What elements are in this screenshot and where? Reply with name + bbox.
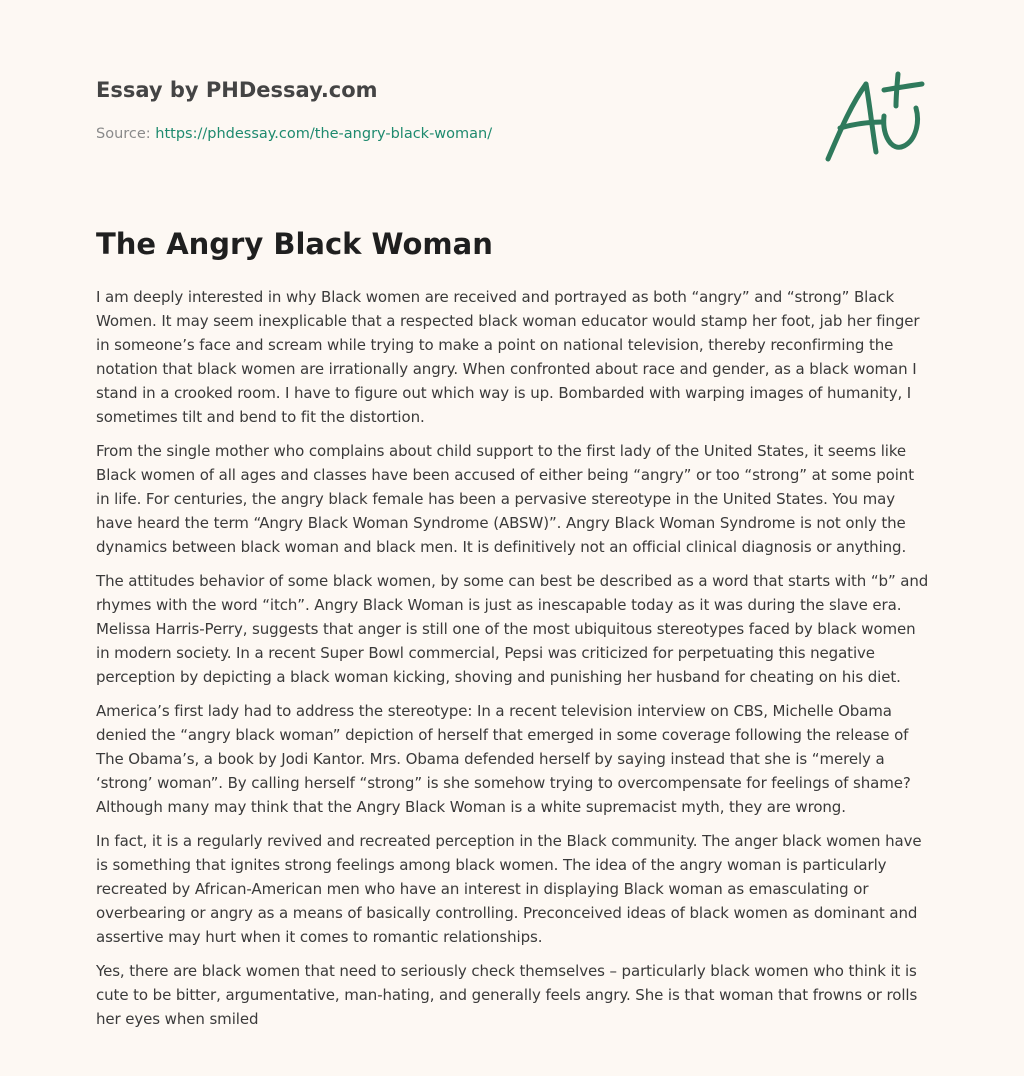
paragraph: The attitudes behavior of some black women, by some can best be described as a word that starts with “b” and rhymes with the word “itch”. Angry Black Woman is just as inescapable today as it was during the slave era. Melissa Harris-Perry, suggests that anger is still one of the most ubiquitous stereotypes faced by black women in modern society. In a recent Super Bowl commercial, Pepsi was criticized for perpetuating this negative perception by depicting a black woman kicking, shoving and punishing her husband for cheating on his diet. bbox=[96, 572, 929, 686]
paragraph: From the single mother who complains about child support to the first lady of the United States, it seems like Black women of all ages and classes have been accused of either being “angry” or too “strong” at some point in life. For centuries, the angry black female has been a pervasive stereotype in the United States. You may have heard the term “Angry Black Woman Syndrome (ABSW)”. Angry Black Woman Syndrome is not only the dynamics between black woman and black men. It is definitively not an official clinical diagnosis or anything. bbox=[96, 442, 914, 556]
source-line bbox=[96, 124, 796, 144]
paragraph: In fact, it is a regularly revived and recreated perception in the Black community. The anger black women have is something that ignites strong feelings among black women. The idea of the angry woman is particularly recreated by African-American men who have an interest in displaying Black woman as emasculating or overbearing or angry as a means of basically controlling. Preconceived ideas of black women as dominant and assertive may hurt when it comes to romantic relationships. bbox=[96, 832, 922, 946]
source-label: Source: bbox=[96, 126, 151, 142]
site-brand: Essay by PHDessay.com bbox=[96, 78, 378, 102]
paragraph: I am deeply interested in why Black women are received and portrayed as both “angry” and “strong” Black Women. It may seem inexplicable that a respected black woman educator would stamp her foot, jab her finger in someone’s face and scream while trying to make a point on national television, thereby reconfirming the notation that black women are irrationally angry. When confronted about race and gender, as a black woman I stand in a crooked room. I have to figure out which way is up. Bombarded with warping images of humanity, I sometimes tilt and bend to fit the distortion. bbox=[96, 288, 920, 426]
a-plus-grade-icon bbox=[820, 66, 930, 166]
source-link[interactable]: https://phdessay.com/the-angry-black-woman/ bbox=[155, 126, 493, 142]
essay-body bbox=[96, 285, 932, 1041]
paragraph: Yes, there are black women that need to seriously check themselves – particularly black women who think it is cute to be bitter, argumentative, man-hating, and generally feels angry. She is that woman that frowns or rolls her eyes when smiled bbox=[96, 962, 918, 1028]
paragraph: America’s first lady had to address the stereotype: In a recent television interview on CBS, Michelle Obama denied the “angry black woman” depiction of herself that emerged in some coverage following the release of The Obama’s, a book by Jodi Kantor. Mrs. Obama defended herself by saying instead that she is “merely a ‘strong’ woman”. By calling herself “strong” is she somehow trying to overcompensate for feelings of shame? Although many may think that the Angry Black Woman is a white supremacist myth, they are wrong. bbox=[96, 702, 911, 816]
essay-header bbox=[96, 76, 796, 144]
essay-title: The Angry Black Woman bbox=[96, 227, 493, 261]
